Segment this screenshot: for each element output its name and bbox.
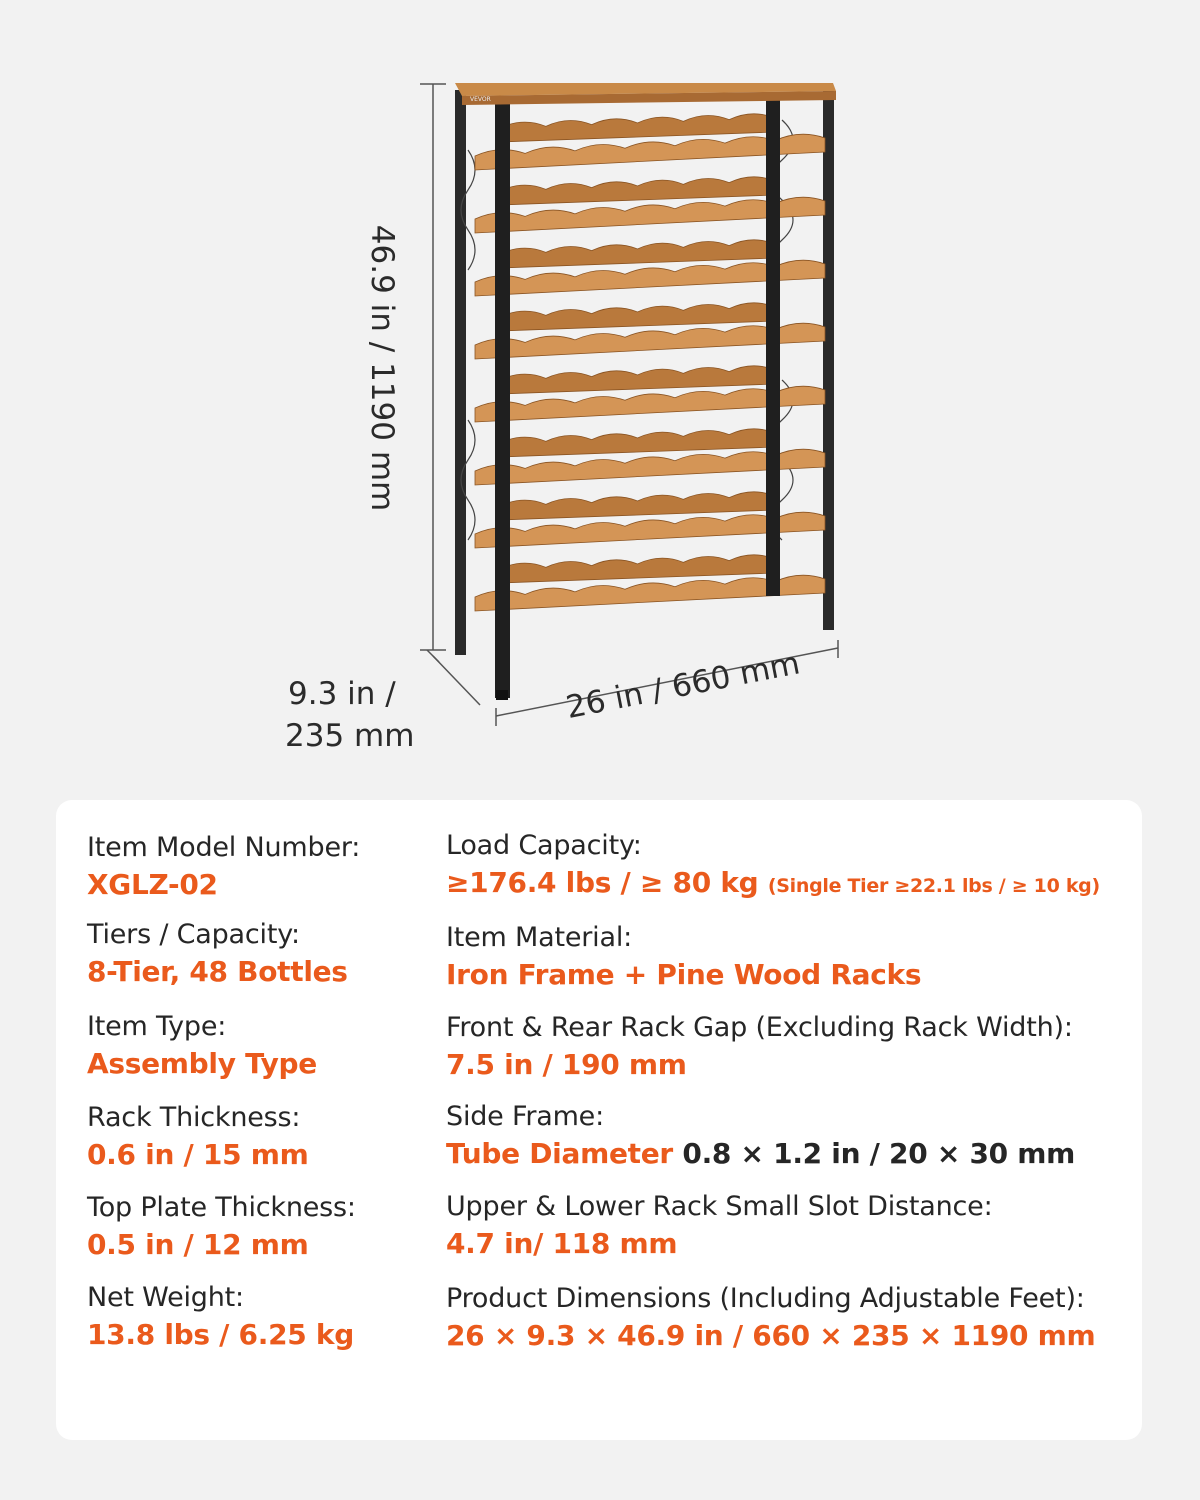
spec-value-main: ≥176.4 lbs / ≥ 80 kg — [446, 866, 759, 899]
spec-value — [446, 864, 1100, 905]
depth-dimension-line — [427, 650, 480, 705]
front-left-foot — [496, 690, 508, 700]
depth-dimension-label-line1: 9.3 in / — [288, 676, 396, 712]
spec-value — [446, 1135, 1075, 1173]
spec-label: Top Plate Thickness: — [87, 1192, 356, 1223]
spec-value: 0.5 in / 12 mm — [87, 1228, 309, 1261]
height-dimension-line — [420, 84, 446, 650]
spec-value: 8-Tier, 48 Bottles — [87, 955, 348, 988]
spec-label: Upper & Lower Rack Small Slot Distance: — [446, 1191, 993, 1222]
spec-net-weight — [87, 1280, 354, 1354]
brand-badge: VEVOR — [470, 96, 491, 103]
spec-value: 13.8 lbs / 6.25 kg — [87, 1318, 354, 1351]
spec-label: Rack Thickness: — [87, 1102, 301, 1133]
spec-value: 26 × 9.3 × 46.9 in / 660 × 235 × 1190 mm — [446, 1319, 1096, 1352]
height-dimension-label: 46.9 in / 1190 mm — [364, 224, 400, 512]
spec-value: Assembly Type — [87, 1047, 317, 1080]
spec-value-note: (Single Tier ≥22.1 lbs / ≥ 10 kg) — [767, 875, 1100, 897]
spec-value-main: Tube Diameter — [446, 1137, 673, 1170]
spec-label: Net Weight: — [87, 1282, 244, 1313]
wood-rack-bar — [500, 555, 775, 583]
front-left-post — [495, 100, 510, 698]
depth-dimension-label-line2: 235 mm — [285, 718, 415, 754]
spec-rack-gap — [446, 1010, 1073, 1084]
spec-label: Item Type: — [87, 1011, 227, 1042]
spec-tiers-capacity — [87, 917, 348, 991]
spec-load-capacity — [446, 828, 1100, 905]
spec-label: Item Model Number: — [87, 832, 361, 863]
back-right-post — [823, 90, 834, 630]
spec-label: Product Dimensions (Including Adjustable Feet): — [446, 1283, 1085, 1314]
specifications-card — [56, 800, 1142, 1440]
spec-value: XGLZ-02 — [87, 868, 218, 901]
wood-rack-bar — [500, 366, 775, 394]
spec-top-plate-thickness — [87, 1190, 356, 1264]
spec-label: Front & Rear Rack Gap (Excluding Rack Width): — [446, 1012, 1073, 1043]
wood-rack-bar — [500, 240, 775, 268]
spec-value: 0.6 in / 15 mm — [87, 1138, 309, 1171]
spec-label: Load Capacity: — [446, 830, 642, 861]
spec-model-number — [87, 830, 360, 904]
front-right-post — [766, 96, 780, 596]
wood-rack-bar — [500, 303, 775, 331]
spec-value: 7.5 in / 190 mm — [446, 1048, 687, 1081]
wood-rack-bar — [500, 114, 775, 142]
spec-product-dimensions — [446, 1281, 1095, 1355]
back-left-post — [455, 90, 466, 655]
spec-value: Iron Frame + Pine Wood Racks — [446, 958, 922, 991]
spec-slot-distance — [446, 1189, 992, 1263]
spec-label: Item Material: — [446, 922, 633, 953]
spec-value: 4.7 in/ 118 mm — [446, 1227, 678, 1260]
spec-label: Tiers / Capacity: — [87, 919, 300, 950]
wood-rack-bar — [500, 177, 775, 205]
spec-label: Side Frame: — [446, 1101, 604, 1132]
spec-item-type — [87, 1009, 317, 1083]
spec-item-material — [446, 920, 921, 994]
wood-rack-bar — [500, 429, 775, 457]
width-dimension-label: 26 in / 660 mm — [563, 645, 803, 726]
spec-side-frame — [446, 1099, 1075, 1173]
wood-rack-bar — [500, 492, 775, 520]
spec-value-dimensions: 0.8 × 1.2 in / 20 × 30 mm — [672, 1137, 1076, 1170]
spec-rack-thickness — [87, 1100, 308, 1174]
